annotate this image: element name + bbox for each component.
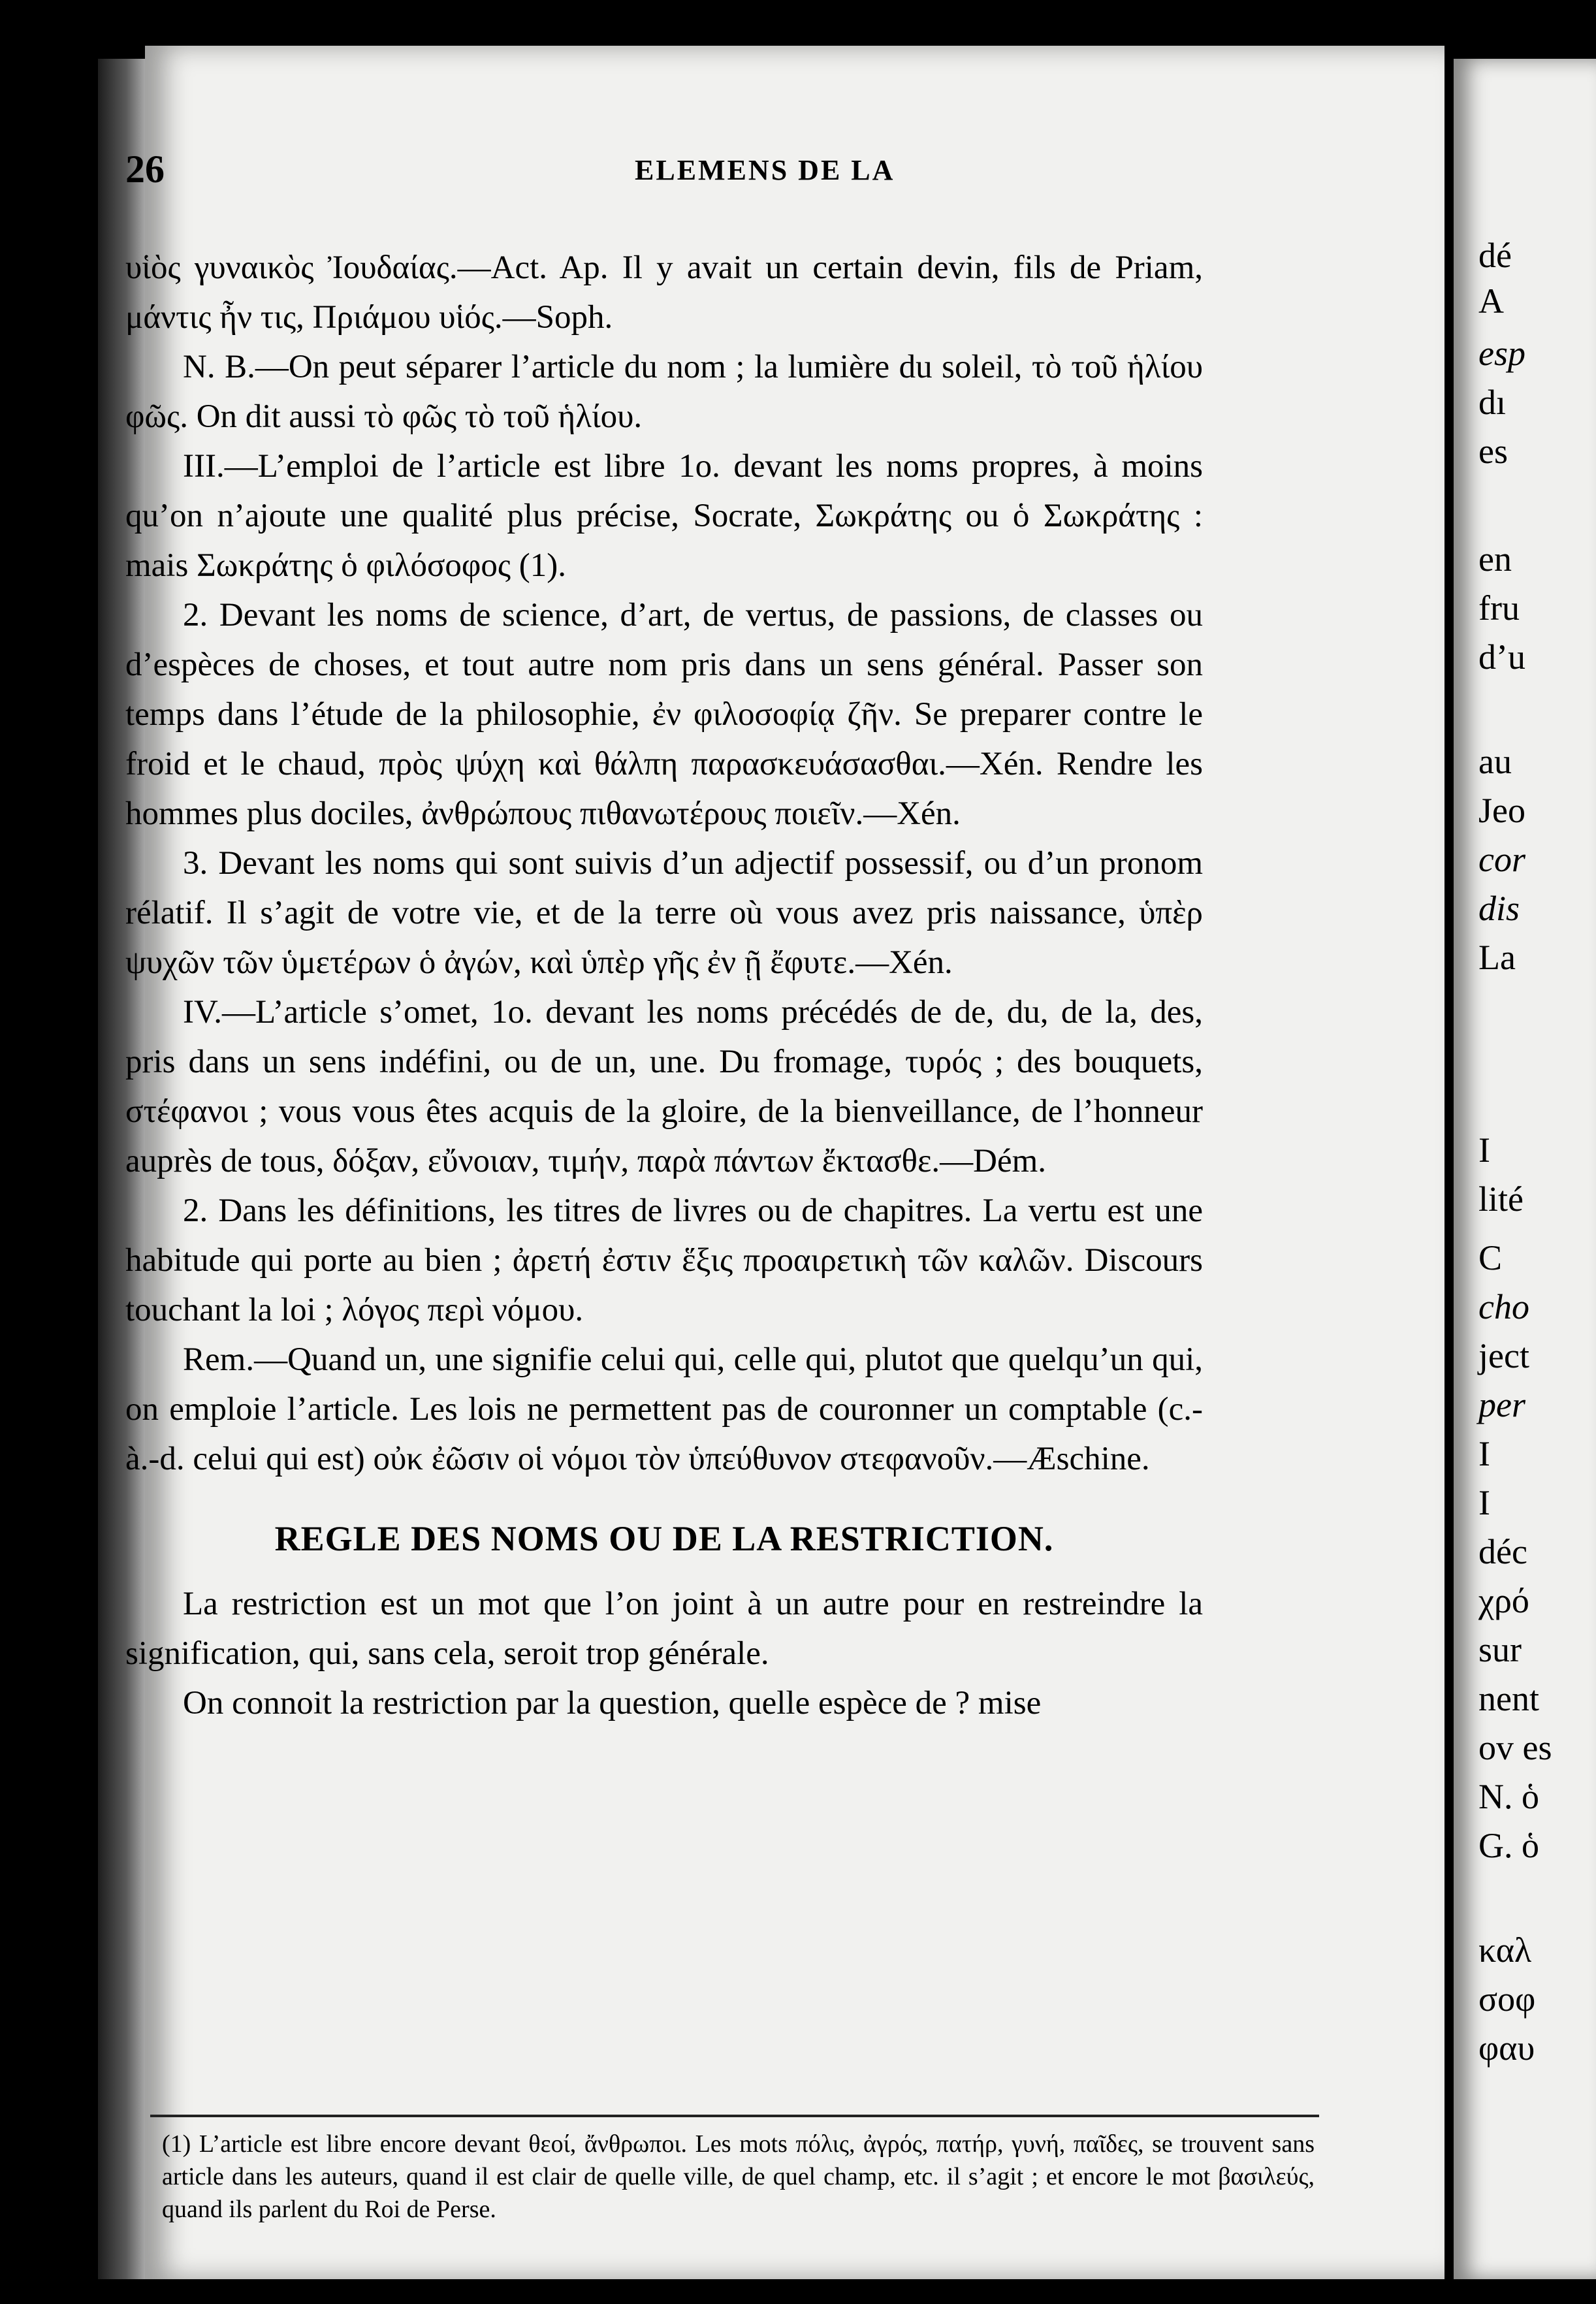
next-page-fragment: I: [1478, 1130, 1490, 1170]
paragraph-definitions: 2. Dans les définitions, les titres de livres ou de chapitres. La vertu est une habitude qui porte au bien ; ἀρετή ἐστιν ἕξις προαιρετικὴ τῶν καλῶν. Discours touchant la loi ; λόγος περὶ νόμου.: [125, 1192, 1203, 1328]
next-page-fragment: nent: [1478, 1679, 1539, 1718]
page-body: [125, 243, 1203, 1728]
next-page-fragment: esp: [1478, 334, 1525, 373]
next-page-fragment: fru: [1478, 588, 1520, 628]
next-page-fragment: C: [1478, 1238, 1503, 1277]
section-title: REGLE DES NOMS OU DE LA RESTRICTION.: [274, 1519, 1054, 1558]
next-page-fragment: au: [1478, 742, 1512, 781]
next-page-fragment: I: [1478, 1434, 1490, 1473]
next-page-fragment: lité: [1478, 1179, 1524, 1219]
paragraph-2: 2. Devant les noms de science, d’art, de vertus, de passions, de classes ou d’espèces de choses, et tout autre nom pris dans un sens général. Passer son temps dans l’étude de la philosophie, ἐν φιλοσοφίᾳ ζῆν. Se preparer contre le froid et le chaud, πρὸς ψύχη καὶ θάλπη παρασκευάσασθαι.—Xén. Rendre les hommes plus dociles, ἀνθρώπους πιθανωτέρους ποιεῖν.—Xén.: [125, 597, 1203, 832]
next-page-fragment: en: [1478, 539, 1512, 579]
scan-black-top: [0, 0, 1596, 46]
next-page-fragment: σοφ: [1478, 1979, 1536, 2019]
next-page-fragment: dé: [1478, 236, 1512, 275]
page-number: 26: [125, 148, 165, 191]
next-page-fragment: La: [1478, 938, 1516, 977]
next-page-fragment: G. ὁ: [1478, 1826, 1539, 1865]
next-page-fragment: sur: [1478, 1630, 1522, 1669]
next-page-fragment: dı: [1478, 383, 1507, 422]
paragraph-iv: IV.—L’article s’omet, 1o. devant les noms précédés de de, du, de la, des, pris dans un sens indéfini, ou de un, une. Du fromage, τυρός ; des bouquets, στέφανοι ; vous vous êtes acquis de la gloire, de la bienveillance, de l’honneur auprès de tous, δόξαν, εὔνοιαν, τιμήν, παρὰ πάντων ἔκτασθε.—Dém.: [125, 994, 1203, 1179]
paragraph-iii: III.—L’emploi de l’article est libre 1o. devant les noms propres, à moins qu’on n’ajoute une qualité plus précise, Socrate, Σωκράτης ou ὁ Σωκράτης : mais Σωκράτης ὁ φιλόσοφος (1).: [125, 448, 1203, 584]
next-page-fragment: cor: [1478, 840, 1525, 879]
next-page-fragment: d’u: [1478, 637, 1525, 677]
next-page-fragment: es: [1478, 432, 1508, 471]
paragraph-question: On connoit la restriction par la question, quelle espèce de ? mise: [183, 1685, 1042, 1721]
next-page-fragment: per: [1478, 1385, 1525, 1424]
next-page-edge: [1454, 59, 1596, 2279]
next-page-fragment: I: [1478, 1483, 1490, 1522]
next-page-fragment: Jeo: [1478, 791, 1525, 830]
next-page-fragment: déc: [1478, 1532, 1527, 1571]
next-page-fragment: ject: [1478, 1336, 1529, 1375]
footnote-separator: [150, 2115, 1319, 2117]
paragraph-restriction: La restriction est un mot que l’on joint à un autre pour en restreindre la signification, qui, sans cela, seroit trop générale.: [125, 1586, 1203, 1672]
next-page-fragment: ov es: [1478, 1728, 1552, 1767]
paragraph-remark: Rem.—Quand un, une signifie celui qui, celle qui, plutot que quelqu’un qui, on emploie l’article. Les lois ne permettent pas de couronner un comptable (c.-à.-d. celui qui est) οὐκ ἐῶσιν οἱ νόμοι τὸν ὑπεύθυνον στεφανοῦν.—Æschine.: [125, 1341, 1203, 1477]
running-head: ELEMENS DE LA: [635, 154, 895, 186]
paragraph-3: 3. Devant les noms qui sont suivis d’un adjectif possessif, ou d’un pronom rélatif. Il s’agit de votre vie, et de la terre où vous avez pris naissance, ὑπὲρ ψυχῶν τῶν ὑμετέρων ὁ ἀγών, καὶ ὑπὲρ γῆς ἐν ῇ ἔφυτε.—Xén.: [125, 845, 1203, 981]
paragraph-nb: N. B.—On peut séparer l’article du nom ; la lumière du soleil, τὸ τοῦ ἡλίου φῶς. On dit aussi τὸ φῶς τὸ τοῦ ἡλίου.: [125, 349, 1203, 435]
page-header: [125, 147, 1203, 206]
next-page-fragment: dis: [1478, 889, 1520, 928]
next-page-fragment: καλ: [1478, 1930, 1532, 1970]
paragraph-1: υἱὸς γυναικὸς Ἰουδαίας.—Act. Ap. Il y avait un certain devin, fils de Priam, μάντις ἦν τις, Πριάμου υἱός.—Soph.: [125, 249, 1203, 336]
next-page-fragment: φαυ: [1478, 2028, 1535, 2068]
footnote: (1) L’article est libre encore devant θεοί, ἄνθρωποι. Les mots πόλις, ἀγρός, πατήρ, γυνή, παῖδες, se trouvent sans article dans les auteurs, quand il est clair de quelle ville, de quel champ, etc. il s’agit ; et encore le mot βασιλεύς, quand ils parlent du Roi de Perse.: [162, 2130, 1315, 2223]
next-page-fragment: cho: [1478, 1287, 1529, 1326]
next-page-fragment: χρό: [1478, 1581, 1529, 1620]
next-page-fragment: N. ὁ: [1478, 1777, 1539, 1816]
next-page-fragment: A: [1478, 281, 1504, 321]
